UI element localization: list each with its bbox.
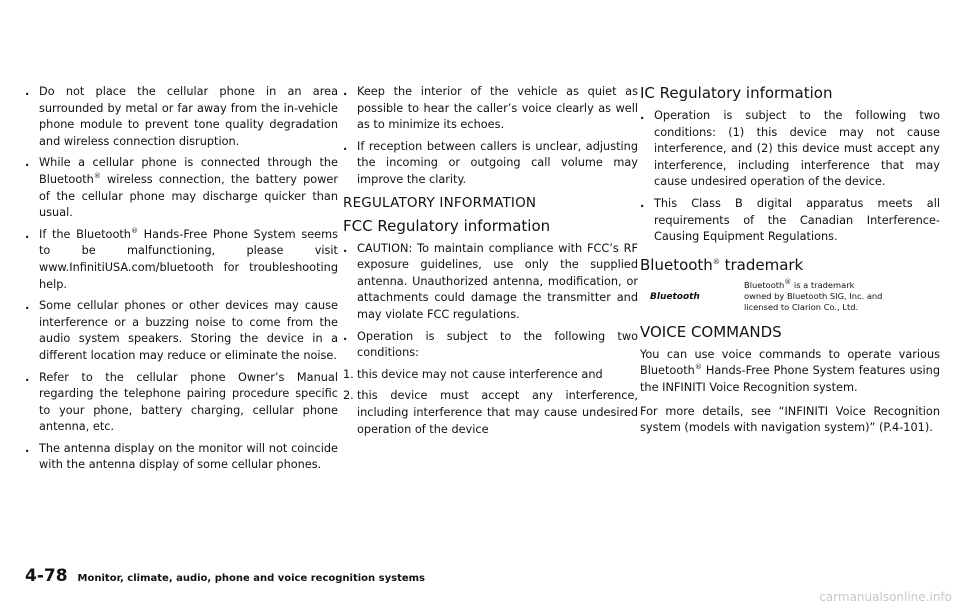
bullet-item bbox=[343, 241, 638, 324]
column-1 bbox=[25, 84, 338, 479]
column-3 bbox=[640, 84, 940, 444]
bullet-item bbox=[640, 196, 940, 246]
bullet-marker: . bbox=[343, 241, 348, 255]
bullet-marker: . bbox=[343, 139, 348, 153]
bullet-marker: . bbox=[25, 370, 30, 384]
watermark: carmanualsonline.info bbox=[819, 590, 952, 604]
bullet-text: This Class B digital apparatus meets all requirements of the Canadian Interference-Causing Equipment Regulations. bbox=[654, 196, 940, 244]
bullet-item bbox=[343, 329, 638, 362]
numbered-text: this device must accept any interference, including interference that may cause undesired operation of the device bbox=[357, 389, 638, 436]
bullet-marker: . bbox=[25, 85, 30, 98]
bullet-text: CAUTION: To maintain compliance with FCC’s RF exposure guidelines, use only the supplied antenna. Unauthorized antenna, modification, or attachments could damage the transmitter and may violate FCC regulations. bbox=[357, 241, 638, 321]
heading-fcc-regulatory: FCC Regulatory information bbox=[343, 216, 551, 235]
section-title: Monitor, climate, audio, phone and voice recognition systems bbox=[77, 573, 426, 584]
bullet-item bbox=[25, 441, 338, 474]
bluetooth-logo-text: Bluetooth bbox=[650, 291, 700, 302]
bullet-text: If the Bluetooth® Hands-Free Phone System seems to be malfunctioning, please visit www.InfinitiUSA.com/bluetooth for troubleshooting help. bbox=[39, 226, 338, 291]
number-marker: 1. bbox=[343, 367, 354, 381]
bullet-text: Operation is subject to the following two conditions: bbox=[357, 329, 638, 360]
bullet-marker: . bbox=[25, 441, 30, 455]
bullet-item bbox=[25, 84, 338, 150]
bullet-marker: . bbox=[640, 196, 645, 210]
bluetooth-trademark-block bbox=[640, 277, 940, 313]
heading-voice-commands: VOICE COMMANDS bbox=[640, 322, 782, 341]
bullet-marker: . bbox=[25, 299, 30, 313]
trademark-note: Bluetooth® is a trademark owned by Bluetooth SIG, Inc. and licensed to Clarion Co., Ltd. bbox=[744, 277, 883, 312]
bullet-item bbox=[343, 84, 638, 134]
bullet-text: If reception between callers is unclear, adjusting the incoming or outgoing call volume may improve the clarity. bbox=[357, 139, 638, 186]
bullet-text: Do not place the cellular phone in an area surrounded by metal or far away from the in-vehicle phone module to prevent tone quality degradation and wireless connection disruption. bbox=[39, 85, 338, 148]
bullet-item bbox=[25, 298, 338, 364]
heading-regulatory-information: REGULATORY INFORMATION bbox=[343, 194, 537, 211]
bullet-text: Keep the interior of the vehicle as quiet as possible to hear the caller’s voice clearly as well as to minimize its echoes. bbox=[357, 85, 638, 132]
page-footer bbox=[25, 566, 425, 586]
bullet-marker: . bbox=[25, 227, 30, 241]
numbered-text: this device may not cause interference and bbox=[357, 367, 603, 381]
voice-paragraph-2: For more details, see “INFINITI Voice Recognition system (models with navigation system)” (P.4-101). bbox=[640, 404, 940, 435]
column-2 bbox=[343, 84, 638, 443]
bullet-marker: . bbox=[343, 85, 348, 98]
bullet-text: Operation is subject to the following two conditions: (1) this device may not cause interference, and (2) this device must accept any interference, including interference that may cause undesired operation of the device. bbox=[654, 109, 940, 189]
bullet-marker: . bbox=[640, 109, 645, 122]
bullet-item bbox=[640, 108, 940, 191]
number-marker: 2. bbox=[343, 389, 354, 403]
bullet-item bbox=[25, 370, 338, 436]
numbered-item bbox=[343, 388, 638, 438]
bullet-text: While a cellular phone is connected through the Bluetooth® wireless connection, the battery power of the cellular phone may discharge quicker than usual. bbox=[39, 156, 338, 220]
voice-paragraph-1: You can use voice commands to operate various Bluetooth® Hands-Free Phone System features using the INFINITI Voice Recognition system. bbox=[640, 347, 940, 394]
bullet-item bbox=[343, 139, 638, 189]
bullet-marker: . bbox=[343, 329, 348, 343]
bullet-marker: . bbox=[25, 156, 30, 170]
heading-ic-regulatory: IC Regulatory information bbox=[640, 84, 833, 102]
bullet-text: Some cellular phones or other devices may cause interference or a buzzing noise to come from the audio system speakers. Storing the device in a different location may reduce or eliminate the noise. bbox=[39, 299, 338, 362]
heading-bluetooth-trademark: Bluetooth® trademark bbox=[640, 255, 804, 274]
bluetooth-logo bbox=[648, 290, 700, 304]
bullet-text: Refer to the cellular phone Owner’s Manual regarding the telephone pairing procedure specific to your phone, battery charging, cellular phone antenna, etc. bbox=[39, 370, 338, 434]
bullet-text: The antenna display on the monitor will not coincide with the antenna display of some cellular phones. bbox=[39, 441, 338, 472]
bullet-item bbox=[25, 155, 338, 221]
numbered-item bbox=[343, 367, 638, 384]
bullet-item bbox=[25, 227, 338, 293]
page-number: 4-78 bbox=[25, 566, 68, 586]
